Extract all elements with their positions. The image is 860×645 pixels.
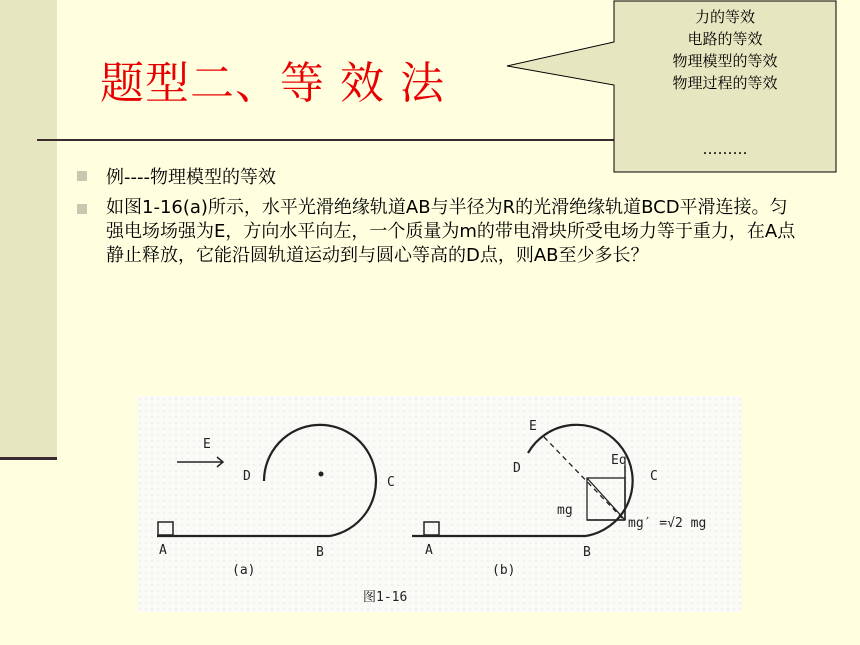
point-label: A xyxy=(425,543,433,558)
bullet-square xyxy=(77,204,87,214)
field-label: E xyxy=(203,437,211,452)
force-label: Eq xyxy=(611,453,627,468)
point-label: D xyxy=(513,461,521,476)
point-label: C xyxy=(387,475,395,490)
point-label: A xyxy=(159,543,167,558)
point-label: B xyxy=(316,545,324,560)
panel-label: (a) xyxy=(232,563,256,578)
figure-1-16 xyxy=(137,396,742,612)
bullet-square xyxy=(77,171,87,181)
callout-line: 电路的等效 xyxy=(687,30,763,48)
callout-ellipsis: ……… xyxy=(702,140,748,158)
point-label: B xyxy=(583,545,591,560)
callout-line: 物理模型的等效 xyxy=(672,52,778,70)
figure-caption: 图1-16 xyxy=(363,590,408,605)
left-decor-line xyxy=(0,457,57,460)
callout-line: 物理过程的等效 xyxy=(672,74,778,92)
bullet-text: 例----物理模型的等效 xyxy=(106,167,276,188)
slide-title: 题型二、等 效 法 xyxy=(100,58,445,109)
panel-label: (b) xyxy=(492,563,516,578)
point-label: C xyxy=(650,469,658,484)
force-label: mg′ =√2 mg xyxy=(628,516,707,531)
callout-text xyxy=(614,6,836,94)
bullet-text: 如图1-16(a)所示，水平光滑绝缘轨道AB与半径为R的光滑绝缘轨道BCD平滑连接。匀强电场场强为E，方向水平向左，一个质量为m的带电滑块所受电场力等于重力，在A点静止释放，它能沿圆轨道运动到与圆心等高的D点，则AB至少多长？ xyxy=(106,197,796,266)
force-label: mg xyxy=(557,503,573,518)
left-decor-bar xyxy=(0,0,57,458)
point-label: E xyxy=(529,419,537,434)
callout-line: 力的等效 xyxy=(694,8,755,26)
point-label: D xyxy=(243,469,251,484)
